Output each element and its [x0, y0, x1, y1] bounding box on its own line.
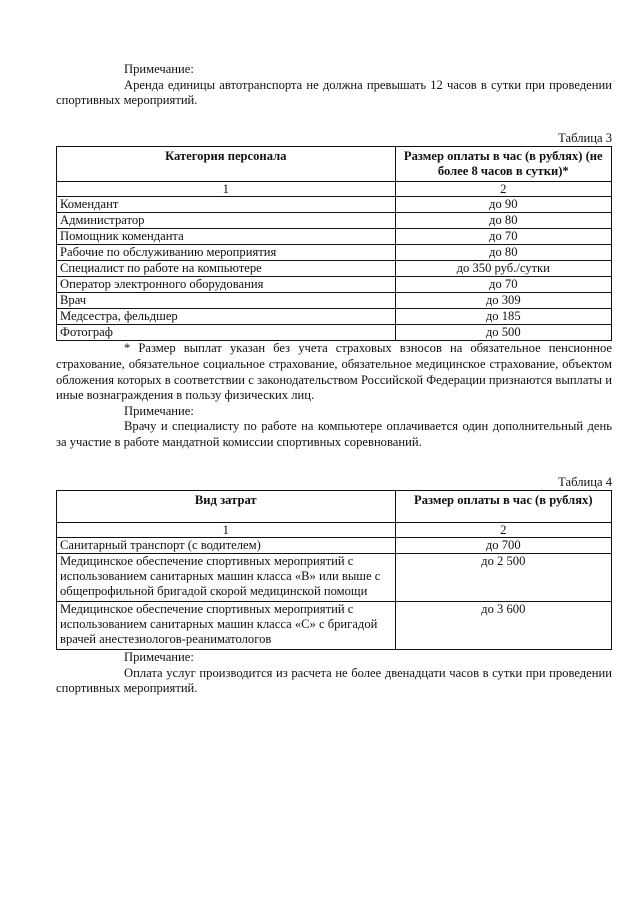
table3-row — [57, 213, 612, 229]
table3-rate-cell: до 309 — [395, 293, 611, 309]
table3-category-cell: Комендант — [57, 197, 396, 213]
table3-rate-cell: до 70 — [395, 229, 611, 245]
table3-row — [57, 325, 612, 341]
table4-colnum-2: 2 — [395, 523, 611, 538]
table3-header-category: Категория персонала — [57, 147, 396, 182]
table3-category-cell: Администратор — [57, 213, 396, 229]
note3-text: Оплата услуг производится из расчета не более двенадцати часов в сутки при проведении спортивных мероприятий. — [56, 665, 612, 696]
table3-row — [57, 229, 612, 245]
table3-category-cell: Рабочие по обслуживанию мероприятия — [57, 245, 396, 261]
document-page — [56, 62, 612, 697]
table3-colnum-1: 1 — [57, 182, 396, 197]
table4-cost-cell: Санитарный транспорт (с водителем) — [57, 538, 396, 554]
table3-rate-cell: до 70 — [395, 277, 611, 293]
table3-rate-cell: до 350 руб./сутки — [395, 261, 611, 277]
table4-colnum-1: 1 — [57, 523, 396, 538]
table4-header-row — [57, 491, 612, 523]
table4-row — [57, 554, 612, 602]
table3-category-cell: Оператор электронного оборудования — [57, 277, 396, 293]
table4-cost-cell: Медицинское обеспечение спортивных мероприятий с использованием санитарных машин класса «С» с бригадой врачей анестезиологов-реаниматологов — [57, 602, 396, 650]
table3-header-row — [57, 147, 612, 182]
table3-row — [57, 309, 612, 325]
table3-category-cell: Врач — [57, 293, 396, 309]
note1-text: Аренда единицы автотранспорта не должна превышать 12 часов в сутки при проведении спортивных мероприятий. — [56, 77, 612, 108]
table3-category-cell: Медсестра, фельдшер — [57, 309, 396, 325]
table3 — [56, 146, 612, 341]
note2-text: Врачу и специалисту по работе на компьютере оплачивается один дополнительный день за участие в работе мандатной комиссии спортивных соревнований. — [56, 419, 612, 449]
table3-rate-cell: до 80 — [395, 245, 611, 261]
table4-row — [57, 602, 612, 650]
table4-colnum-row — [57, 523, 612, 538]
table3-header-rate: Размер оплаты в час (в рублях) (не более 8 часов в сутки)* — [395, 147, 611, 182]
table4-rate-cell: до 2 500 — [395, 554, 611, 602]
table4-header-rate: Размер оплаты в час (в рублях) — [395, 491, 611, 523]
table3-category-cell: Специалист по работе на компьютере — [57, 261, 396, 277]
table3-row — [57, 197, 612, 213]
table3-category-cell: Помощник коменданта — [57, 229, 396, 245]
note1-label: Примечание: — [124, 62, 194, 76]
table3-rate-cell: до 90 — [395, 197, 611, 213]
note2-label: Примечание: — [124, 403, 194, 418]
table4-caption: Таблица 4 — [558, 474, 612, 489]
table4-header-cost: Вид затрат — [57, 491, 396, 523]
table3-row — [57, 261, 612, 277]
table3-row — [57, 245, 612, 261]
table3-colnum-2: 2 — [395, 182, 611, 197]
table3-row — [57, 277, 612, 293]
table3-colnum-row — [57, 182, 612, 197]
note3-label: Примечание: — [124, 650, 194, 665]
table3-row — [57, 293, 612, 309]
table3-rate-cell: до 185 — [395, 309, 611, 325]
table3-rate-cell: до 500 — [395, 325, 611, 341]
footnote: * Размер выплат указан без учета страховых взносов на обязательное пенсионное страхование, обязательное социальное страхование, обязательное медицинское страхование, объектом обложения которых в соответствии с законодательством Российской Федерации признаются выплаты и иные вознаграждения в пользу физических лиц. — [56, 341, 612, 403]
table4 — [56, 490, 612, 650]
table4-rate-cell: до 3 600 — [395, 602, 611, 650]
table4-cost-cell: Медицинское обеспечение спортивных мероприятий с использованием санитарных машин класса «В» или выше с общепрофильной бригадой скорой медицинской помощи — [57, 554, 396, 602]
table4-rate-cell: до 700 — [395, 538, 611, 554]
table4-row — [57, 538, 612, 554]
table3-category-cell: Фотограф — [57, 325, 396, 341]
table3-rate-cell: до 80 — [395, 213, 611, 229]
table3-caption: Таблица 3 — [558, 130, 612, 145]
